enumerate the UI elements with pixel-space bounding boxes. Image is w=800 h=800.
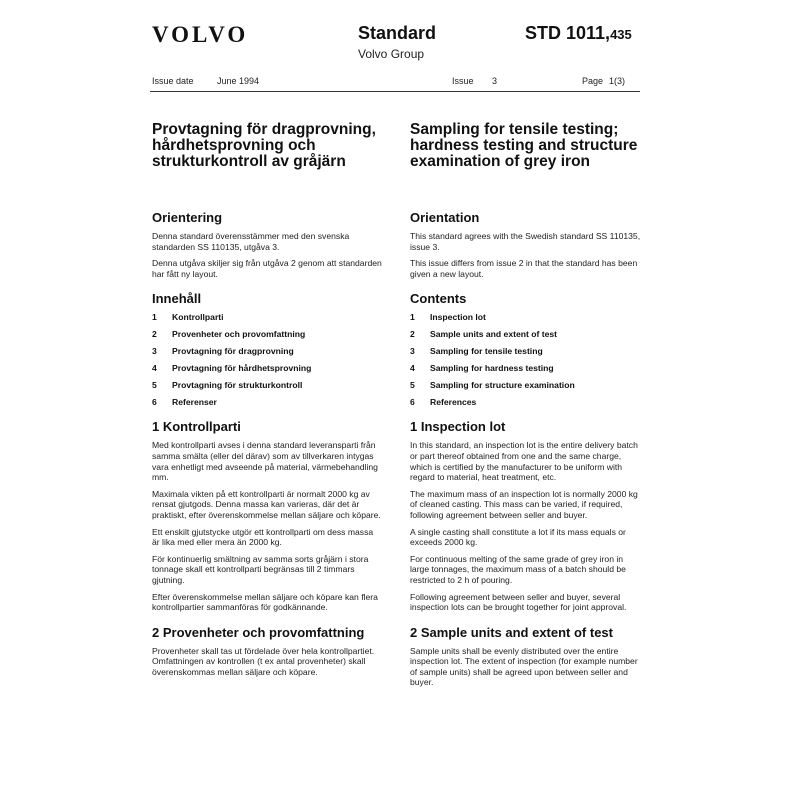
toc-item-label: Kontrollparti <box>172 312 224 323</box>
toc-item-number: 1 <box>410 312 415 323</box>
swedish-section-2-heading: 2 Provenheter och provomfattning <box>152 624 365 640</box>
swedish-section-1-heading: 1 Kontrollparti <box>152 419 241 435</box>
toc-item-number: 4 <box>410 363 415 374</box>
toc-item[interactable] <box>152 363 382 373</box>
toc-item-label: Sampling for hardness testing <box>430 363 554 374</box>
toc-item-label: Referenser <box>172 397 217 408</box>
swedish-section-1-p2: Maximala vikten på ett kontrollparti är normalt 2000 kg av rensat gjutgods. Denna massa kan varieras, där det är praktiskt, efter överenskommelse mellan säljare och köpare. <box>152 488 381 520</box>
english-section-2 <box>410 625 642 688</box>
swedish-orientation-heading: Orientering <box>152 210 223 225</box>
toc-item[interactable] <box>152 329 382 339</box>
toc-item[interactable] <box>152 346 382 356</box>
english-section-2-heading: 2 Sample units and extent of test <box>410 624 613 640</box>
toc-item-number: 1 <box>152 312 157 323</box>
page-label: Page <box>582 76 604 86</box>
swedish-column <box>152 122 382 689</box>
toc-item-number: 5 <box>152 380 157 391</box>
english-orientation-p1: This standard agrees with the Swedish standard SS 110135, issue 3. <box>410 231 641 252</box>
toc-item-label: Sampling for structure examination <box>430 380 575 391</box>
toc-item-label: Inspection lot <box>430 312 486 323</box>
toc-item[interactable] <box>410 329 642 339</box>
swedish-section-1-p4: För kontinuerlig smältning av samma sorts gråjärn i stora tonnage skall ett kontrollparti begränsas till 2 timmars gjutning. <box>152 553 369 585</box>
english-section-1-p5: Following agreement between seller and buyer, several inspection lots can be brought together for joint approval. <box>410 591 627 613</box>
english-title: Sampling for tensile testing; hardness testing and structure examination of grey iron <box>410 121 638 170</box>
english-orientation-heading: Orientation <box>410 210 480 225</box>
toc-item-label: Provtagning för hårdhetsprovning <box>172 363 312 374</box>
toc-item[interactable] <box>410 380 642 390</box>
english-section-1-p2: The maximum mass of an inspection lot is normally 2000 kg of cleaned casting. This mass can be varied, if required, following agreement between seller and buyer. <box>410 488 638 520</box>
toc-item-label: Provtagning för strukturkontroll <box>172 380 303 391</box>
issue-date-value: June 1994 <box>217 76 260 86</box>
issue-label: Issue <box>452 76 474 86</box>
swedish-orientation-p1: Denna standard överensstämmer med den svenska standarden SS 110135, utgåva 3. <box>152 231 350 252</box>
toc-item-number: 6 <box>410 397 415 408</box>
toc-item-label: Provenheter och provomfattning <box>172 329 306 340</box>
toc-item[interactable] <box>410 312 642 322</box>
swedish-section-1 <box>152 419 382 612</box>
english-section-1-p3: A single casting shall constitute a lot if its mass equals or exceeds 2000 kg. <box>410 526 626 548</box>
toc-item-label: Sampling for tensile testing <box>430 346 543 357</box>
toc-item[interactable] <box>152 380 382 390</box>
swedish-section-1-p1: Med kontrollparti avses i denna standard leveransparti från samma smälta (eller del därav) som av tillverkaren intygas vara enhetligt med avseende på material, värmebehandling mm. <box>152 440 378 483</box>
page-value: 1(3) <box>609 76 626 86</box>
toc-item[interactable] <box>410 397 642 407</box>
issue-date-label: Issue date <box>152 76 194 86</box>
toc-item-label: Provtagning för dragprovning <box>172 346 294 357</box>
header-divider <box>150 91 640 92</box>
toc-item-label: References <box>430 397 477 408</box>
toc-item-number: 6 <box>152 397 157 408</box>
standard-number <box>525 23 632 44</box>
toc-item-number: 3 <box>410 346 415 357</box>
swedish-contents-section <box>152 291 382 407</box>
english-section-2-p1: Sample units shall be evenly distributed over the entire inspection lot. The extent of inspection (for example number of sample units) shall be agreed upon between seller and buyer. <box>410 645 638 688</box>
standard-number-suffix: 435 <box>610 27 632 42</box>
swedish-section-1-p3: Ett enskilt gjutstycke utgör ett kontrollparti om dess massa är lika med eller mera än 2000 kg. <box>152 526 374 548</box>
english-column <box>410 122 642 700</box>
english-orientation-p2: This issue differs from issue 2 in that the standard has been given a new layout. <box>410 258 638 279</box>
english-contents-section <box>410 291 642 407</box>
toc-item[interactable] <box>410 346 642 356</box>
swedish-contents-list <box>152 312 382 407</box>
swedish-orientation-p2: Denna utgåva skiljer sig från utgåva 2 genom att standarden har fått ny layout. <box>152 258 382 279</box>
header-title: Standard <box>358 23 437 43</box>
toc-item[interactable] <box>152 397 382 407</box>
toc-item-number: 2 <box>152 329 157 340</box>
toc-item-number: 5 <box>410 380 415 391</box>
toc-item-label: Sample units and extent of test <box>430 329 558 340</box>
english-contents-heading: Contents <box>410 291 467 307</box>
english-section-1-heading: 1 Inspection lot <box>410 419 506 435</box>
toc-item-number: 3 <box>152 346 157 357</box>
english-contents-list <box>410 312 642 407</box>
swedish-contents-heading: Innehåll <box>152 291 202 307</box>
toc-item[interactable] <box>410 363 642 373</box>
volvo-logo: VOLVO <box>152 22 249 47</box>
header-subtitle: Volvo Group <box>358 47 425 61</box>
issue-value: 3 <box>492 76 498 86</box>
swedish-section-2 <box>152 625 382 678</box>
english-orientation-section <box>410 210 642 279</box>
english-section-1-p4: For continuous melting of the same grade of grey iron in large tonnages, the maximum mass of a batch should be restricted to 2 h of pouring. <box>410 553 626 585</box>
english-section-1-p1: In this standard, an inspection lot is the entire delivery batch or part thereof obtained from one and the same charge, which is certified by the manufacturer to be uniform with regard to material, heat treatment, etc. <box>410 440 638 483</box>
toc-item-number: 4 <box>152 363 157 374</box>
swedish-section-1-p5: Efter överenskommelse mellan säljare och köpare kan flera kontrollpartier sammanföras för godkännande. <box>152 591 378 613</box>
toc-item[interactable] <box>152 312 382 322</box>
standard-number-main: STD 1011, <box>525 23 611 43</box>
swedish-orientation-section <box>152 210 382 279</box>
english-section-1 <box>410 419 642 612</box>
swedish-title: Provtagning för dragprovning, hårdhetsprovning och strukturkontroll av gråjärn <box>152 121 376 170</box>
swedish-section-2-p1: Provenheter skall tas ut fördelade över hela kontrollpartiet. Omfattningen av kontrollen (t ex antal provenheter) skall överenskommas mellan säljare och köpare. <box>152 645 375 677</box>
toc-item-number: 2 <box>410 329 415 340</box>
